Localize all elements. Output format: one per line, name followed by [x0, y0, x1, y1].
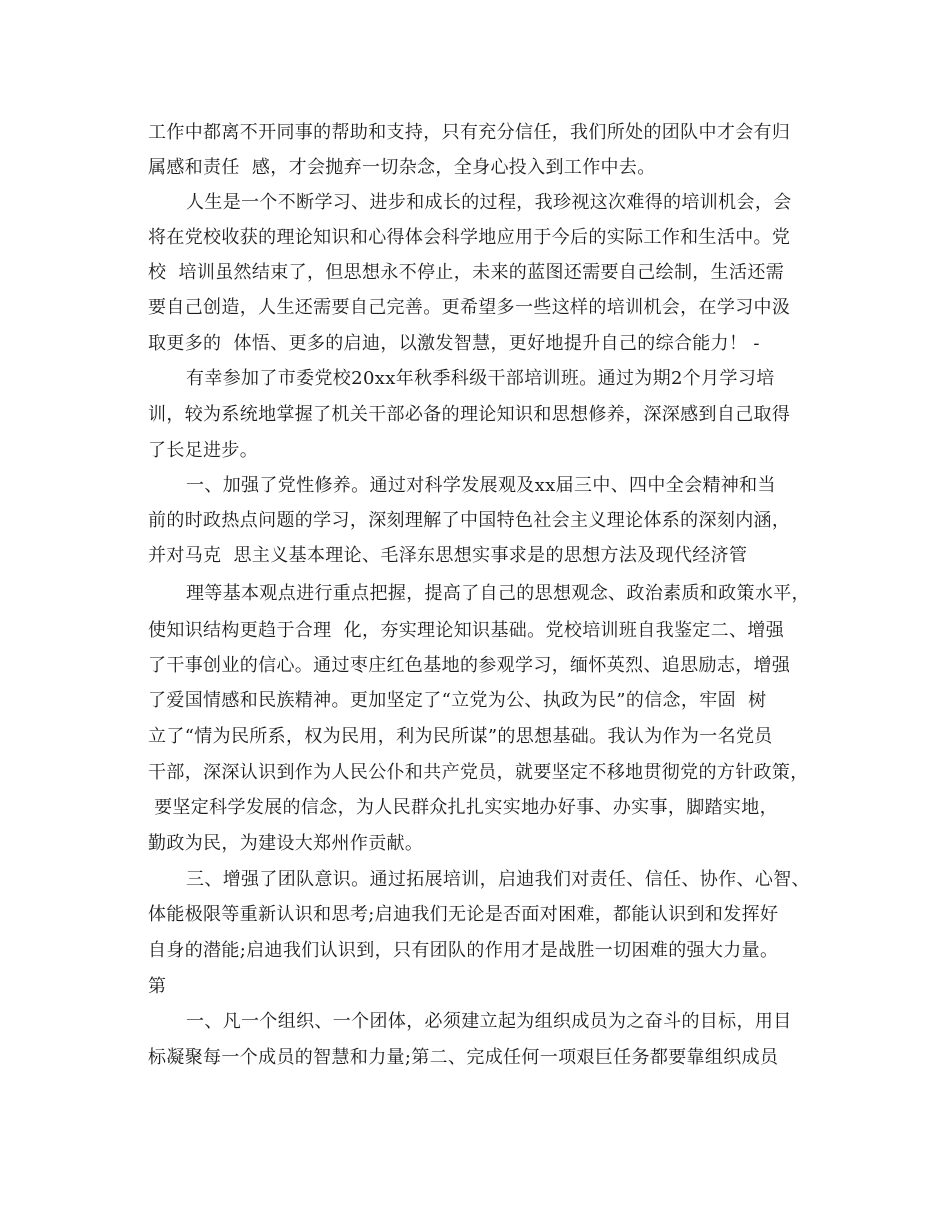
text-line: 一、凡一个组织、一个团体，必须建立起为组织成员为之奋斗的目标，用目: [186, 1011, 792, 1032]
text-line: 要坚定科学发展的信念，为人民群众扎扎实实地办好事、办实事，脚踏实地，: [148, 797, 778, 818]
text-line: 使知识结构更趋于合理 化，夯实理论知识基础。党校培训班自我鉴定二、增强: [148, 620, 785, 641]
text-line: 要自己创造，人生还需要自己完善。更希望多一些这样的培训机会，在学习中汲: [148, 297, 791, 318]
text-line: 标凝聚每一个成员的智慧和力量;第二、完成任何一项艰巨任务都要靠组织成员: [148, 1047, 779, 1068]
text-line: 取更多的 体悟、更多的启迪，以激发智慧，更好地提升自己的综合能力！ -: [148, 333, 760, 354]
text-line: 校 培训虽然结束了，但思想永不停止，未来的蓝图还需要自己绘制，生活还需: [148, 262, 785, 283]
text-line: 三、增强了团队意识。通过拓展培训，启迪我们对责任、信任、协作、心智、: [186, 869, 810, 890]
text-line: 勤政为民，为建设大郑州作贡献。: [148, 833, 424, 854]
text-line: 了长足进步。: [148, 440, 259, 461]
text-line: 并对马克 思主义基本理论、毛泽东思想实事求是的思想方法及现代经济管: [148, 545, 748, 566]
text-line: 自身的潜能;启迪我们认识到，只有团队的作用才是战胜一切困难的强大力量。: [148, 940, 779, 961]
text-line: 干部，深深认识到作为人民公仆和共产党员，就要坚定不移地贯彻党的方针政策，: [148, 762, 809, 783]
text-line: 体能极限等重新认识和思考;启迪我们无论是否面对困难，都能认识到和发挥好: [148, 904, 779, 925]
text-line: 工作中都离不开同事的帮助和支持，只有充分信任，我们所处的团队中才会有归: [148, 122, 791, 143]
text-line: 人生是一个不断学习、进步和成长的过程，我珍视这次难得的培训机会，会: [186, 192, 792, 213]
text-line: 一、加强了党性修养。通过对科学发展观及xx届三中、四中全会精神和当: [186, 475, 776, 496]
text-line: 属感和责任 感，才会抛弃一切杂念，全身心投入到工作中去。: [148, 157, 656, 178]
text-line: 理等基本观点进行重点把握，提高了自己的思想观念、政治素质和政策水平，: [186, 583, 810, 604]
text-line: 第: [148, 976, 167, 997]
text-line: 前的时政热点问题的学习，深刻理解了中国特色社会主义理论体系的深刻内涵，: [148, 510, 791, 531]
text-line: 了爱国情感和民族精神。更加坚定了“立党为公、执政为民”的信念，牢固 树: [148, 690, 767, 711]
text-line: 立了“情为民所系，权为民用，利为民所谋”的思想基础。我认为作为一名党员: [148, 726, 773, 747]
text-line: 了干事创业的信心。通过枣庄红色基地的参观学习，缅怀英烈、追思励志，增强: [148, 655, 791, 676]
text-line: 有幸参加了市委党校20xx年秋季科级干部培训班。通过为期2个月学习培: [186, 368, 775, 389]
text-line: 训，较为系统地掌握了机关干部必备的理论知识和思想修养，深深感到自己取得: [148, 404, 791, 425]
text-line: 将在党校收获的理论知识和心得体会科学地应用于今后的实际工作和生活中。党: [148, 227, 791, 248]
